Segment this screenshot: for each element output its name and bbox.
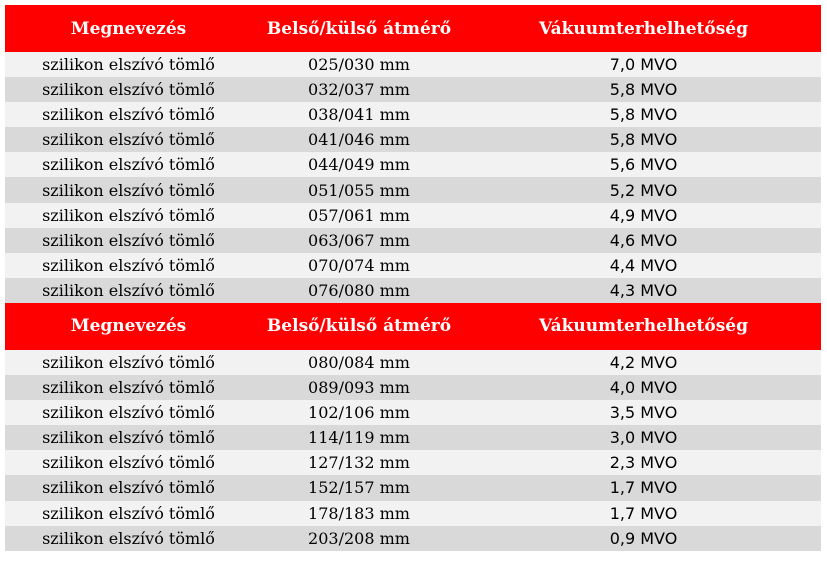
cell-vacuum: 1,7 MVO: [609, 503, 678, 523]
cell-diameter: 127/132 mm: [308, 453, 410, 473]
cell-vacuum: 4,0 MVO: [609, 378, 678, 398]
cell-name: szilikon elszívó tömlő: [42, 280, 215, 300]
cell-name: szilikon elszívó tömlő: [42, 130, 215, 150]
table-body-2: [5, 350, 821, 551]
cell-diameter: 070/074 mm: [308, 255, 410, 275]
hose-table: [5, 5, 821, 551]
cell-name: szilikon elszívó tömlő: [42, 180, 215, 200]
cell-vacuum: 5,8 MVO: [609, 130, 678, 150]
cell-diameter: 041/046 mm: [308, 130, 410, 150]
table-row: [5, 127, 821, 152]
table-row: [5, 501, 821, 526]
cell-diameter: 089/093 mm: [308, 378, 410, 398]
cell-name: szilikon elszívó tömlő: [42, 403, 215, 423]
cell-vacuum: 0,9 MVO: [609, 528, 678, 548]
table-row: [5, 102, 821, 127]
header-vacuum: Vákuumterhelhetőség: [538, 316, 749, 337]
cell-diameter: 203/208 mm: [308, 528, 410, 548]
cell-vacuum: 4,6 MVO: [609, 230, 678, 250]
table-row: [5, 228, 821, 253]
cell-vacuum: 1,7 MVO: [609, 478, 678, 498]
cell-vacuum: 5,8 MVO: [609, 80, 678, 100]
header-vacuum: Vákuumterhelhetőség: [538, 18, 749, 39]
header-diameter: Belső/külső átmérő: [266, 316, 452, 337]
cell-diameter: 114/119 mm: [308, 428, 410, 448]
cell-diameter: 080/084 mm: [308, 352, 410, 372]
cell-vacuum: 7,0 MVO: [609, 55, 678, 75]
cell-vacuum: 3,5 MVO: [609, 403, 678, 423]
header-name: Megnevezés: [70, 18, 187, 39]
table-row: [5, 350, 821, 375]
cell-vacuum: 5,6 MVO: [609, 155, 678, 175]
cell-diameter: 051/055 mm: [308, 180, 410, 200]
table-row: [5, 152, 821, 177]
cell-name: szilikon elszívó tömlő: [42, 503, 215, 523]
cell-name: szilikon elszívó tömlő: [42, 478, 215, 498]
cell-vacuum: 4,4 MVO: [609, 255, 678, 275]
cell-diameter: 063/067 mm: [308, 230, 410, 250]
cell-vacuum: 5,2 MVO: [609, 180, 678, 200]
cell-vacuum: 3,0 MVO: [609, 428, 678, 448]
cell-name: szilikon elszívó tömlő: [42, 155, 215, 175]
table-row: [5, 425, 821, 450]
cell-name: szilikon elszívó tömlő: [42, 80, 215, 100]
table-header: [5, 5, 821, 52]
cell-diameter: 038/041 mm: [308, 105, 410, 125]
cell-vacuum: 4,3 MVO: [609, 280, 678, 300]
table-row: [5, 526, 821, 551]
cell-name: szilikon elszívó tömlő: [42, 205, 215, 225]
header-diameter: Belső/külső átmérő: [266, 18, 452, 39]
table-header-2: [5, 303, 821, 350]
cell-name: szilikon elszívó tömlő: [42, 528, 215, 548]
cell-diameter: 032/037 mm: [308, 80, 410, 100]
cell-diameter: 076/080 mm: [308, 280, 410, 300]
header-name: Megnevezés: [70, 316, 187, 337]
cell-vacuum: 2,3 MVO: [609, 453, 678, 473]
table-row: [5, 177, 821, 202]
table-row: [5, 52, 821, 77]
cell-name: szilikon elszívó tömlő: [42, 55, 215, 75]
table-row: [5, 253, 821, 278]
cell-diameter: 178/183 mm: [308, 503, 410, 523]
table-row: [5, 203, 821, 228]
cell-name: szilikon elszívó tömlő: [42, 453, 215, 473]
cell-vacuum: 4,9 MVO: [609, 205, 678, 225]
cell-diameter: 057/061 mm: [308, 205, 410, 225]
cell-name: szilikon elszívó tömlő: [42, 105, 215, 125]
cell-vacuum: 4,2 MVO: [609, 352, 678, 372]
cell-diameter: 152/157 mm: [308, 478, 410, 498]
cell-diameter: 044/049 mm: [308, 155, 410, 175]
cell-name: szilikon elszívó tömlő: [42, 230, 215, 250]
cell-vacuum: 5,8 MVO: [609, 105, 678, 125]
table-row: [5, 450, 821, 475]
cell-diameter: 102/106 mm: [308, 403, 410, 423]
cell-name: szilikon elszívó tömlő: [42, 255, 215, 275]
cell-name: szilikon elszívó tömlő: [42, 378, 215, 398]
cell-diameter: 025/030 mm: [308, 55, 410, 75]
table-row: [5, 77, 821, 102]
table-row: [5, 375, 821, 400]
cell-name: szilikon elszívó tömlő: [42, 352, 215, 372]
table-body-1: [5, 52, 821, 303]
table-row: [5, 475, 821, 500]
table-row: [5, 278, 821, 303]
table-row: [5, 400, 821, 425]
cell-name: szilikon elszívó tömlő: [42, 428, 215, 448]
